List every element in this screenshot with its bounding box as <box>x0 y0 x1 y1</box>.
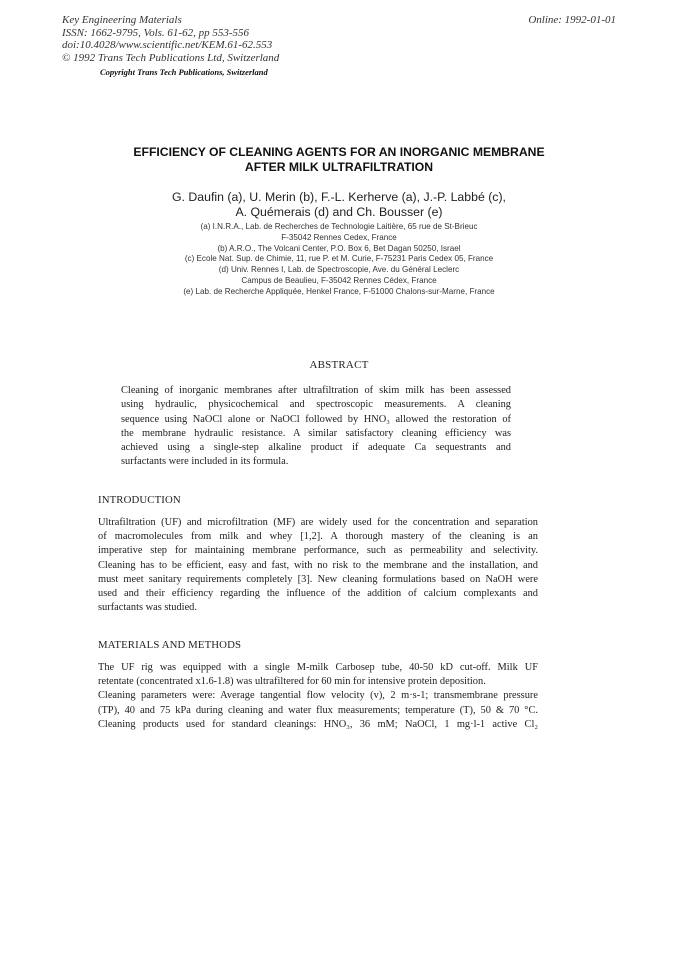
author-line: A. Quémerais (d) and Ch. Bousser (e) <box>235 205 443 219</box>
abstract-text <box>121 384 511 470</box>
paragraph-line: must meet sanitary requirements completely [3]. New cleaning formulations based on NaOH were <box>98 573 538 585</box>
affiliation-line: (d) Univ. Rennes I, Lab. de Spectroscopie, Ave. du Général Leclerc <box>218 265 460 275</box>
copyright-line: © 1992 Trans Tech Publications Ltd, Switzerland <box>62 51 280 64</box>
copyright-stamp: Copyright Trans Tech Publications, Switzerland <box>100 67 268 78</box>
paragraph-line: retentate (concentrated x1.6-1.8) was ultrafiltered for 60 min for intensive protein deposition. <box>98 676 486 688</box>
paragraph-line: (TP), 40 and 75 kPa during cleaning and water flux measurements; temperature (T), 50 & 70 °C. <box>98 704 538 716</box>
abstract-line: achieved using a single-step alkaline product if adequate Ca sequestrants and <box>121 442 511 454</box>
introduction-text <box>98 516 538 615</box>
paragraph-line: The UF rig was equipped with a single M-milk Carbosep tube, 40-50 kD cut-off. Milk UF <box>98 662 538 673</box>
affiliation-line: (e) Lab. de Recherche Appliquée, Henkel France, F-51000 Chalons-sur-Marne, France <box>183 286 495 296</box>
abstract-heading: ABSTRACT <box>309 359 369 371</box>
title-line: AFTER MILK ULTRAFILTRATION <box>244 160 434 174</box>
abstract-line: surfactants were included in its formula. <box>121 456 289 468</box>
affiliation-line: (b) A.R.O., The Volcani Center, P.O. Box 6, Bet Dagan 50250, Israel <box>217 243 461 253</box>
paragraph-line: surfactants was studied. <box>98 602 197 614</box>
abstract-line: the membrane hydraulic resistance. A similar satisfactory cleaning efficiency was <box>121 427 511 439</box>
abstract-line: sequence using NaOCl alone or NaOCl followed by HNO₃ allowed the restoration of <box>121 413 511 425</box>
title-line: EFFICIENCY OF CLEANING AGENTS FOR AN INORGANIC MEMBRANE <box>133 145 545 159</box>
paper-title <box>60 145 618 175</box>
paragraph-line: Cleaning has to be efficient, easy and fast, with no risk to the membrane and the installation, and <box>98 559 538 571</box>
paragraph-line: Cleaning parameters were: Average tangential flow velocity (v), 2 m·s-1; transmembrane pressure <box>98 690 538 702</box>
introduction-heading: INTRODUCTION <box>98 494 181 506</box>
paragraph-line: of macromolecules from milk and whey [1,2]. A thorough mastery of the cleaning is an <box>98 531 538 543</box>
abstract-line: Cleaning of inorganic membranes after ultrafiltration of skim milk has been assessed <box>121 385 511 396</box>
affiliation-line: Campus de Beaulieu, F-35042 Rennes Cédex, France <box>241 275 437 285</box>
journal-name: Key Engineering Materials <box>62 14 182 26</box>
paragraph-line: used and their efficiency regarding the influence of the addition of calcium complexants and <box>98 588 538 600</box>
affiliation-line: F-35042 Rennes Cedex, France <box>281 232 397 242</box>
methods-heading: MATERIALS AND METHODS <box>98 639 242 651</box>
paragraph-line: Ultrafiltration (UF) and microfiltration (MF) are widely used for the concentration and separation <box>98 517 538 528</box>
issn-line: ISSN: 1662-9795, Vols. 61-62, pp 553-556 <box>62 26 249 39</box>
methods-text <box>98 661 538 732</box>
author-line: G. Daufin (a), U. Merin (b), F.-L. Kerherve (a), J.-P. Labbé (c), <box>172 190 506 204</box>
paragraph-line: imperative step for maintaining membrane performance, such as permeability and selectivity. <box>98 545 538 557</box>
affiliations <box>90 222 588 298</box>
online-date: Online: 1992-01-01 <box>528 14 616 26</box>
affiliation-line: (a) I.N.R.A., Lab. de Recherches de Technologie Laitière, 65 rue de St-Brieuc <box>200 222 478 231</box>
affiliation-line: (c) Ecole Nat. Sup. de Chimie, 11, rue P. et M. Curie, F-75231 Paris Cedex 05, France <box>184 254 494 264</box>
author-list <box>100 190 578 220</box>
publication-header <box>62 14 279 79</box>
doi-line: doi:10.4028/www.scientific.net/KEM.61-62.553 <box>62 39 273 52</box>
paragraph-line: Cleaning products used for standard cleanings: HNO₃, 36 mM; NaOCl, 1 mg·l-1 active Cl₂ <box>98 718 538 730</box>
abstract-line: using hydraulic, physicochemical and spectroscopic measurements. A cleaning <box>121 399 511 411</box>
